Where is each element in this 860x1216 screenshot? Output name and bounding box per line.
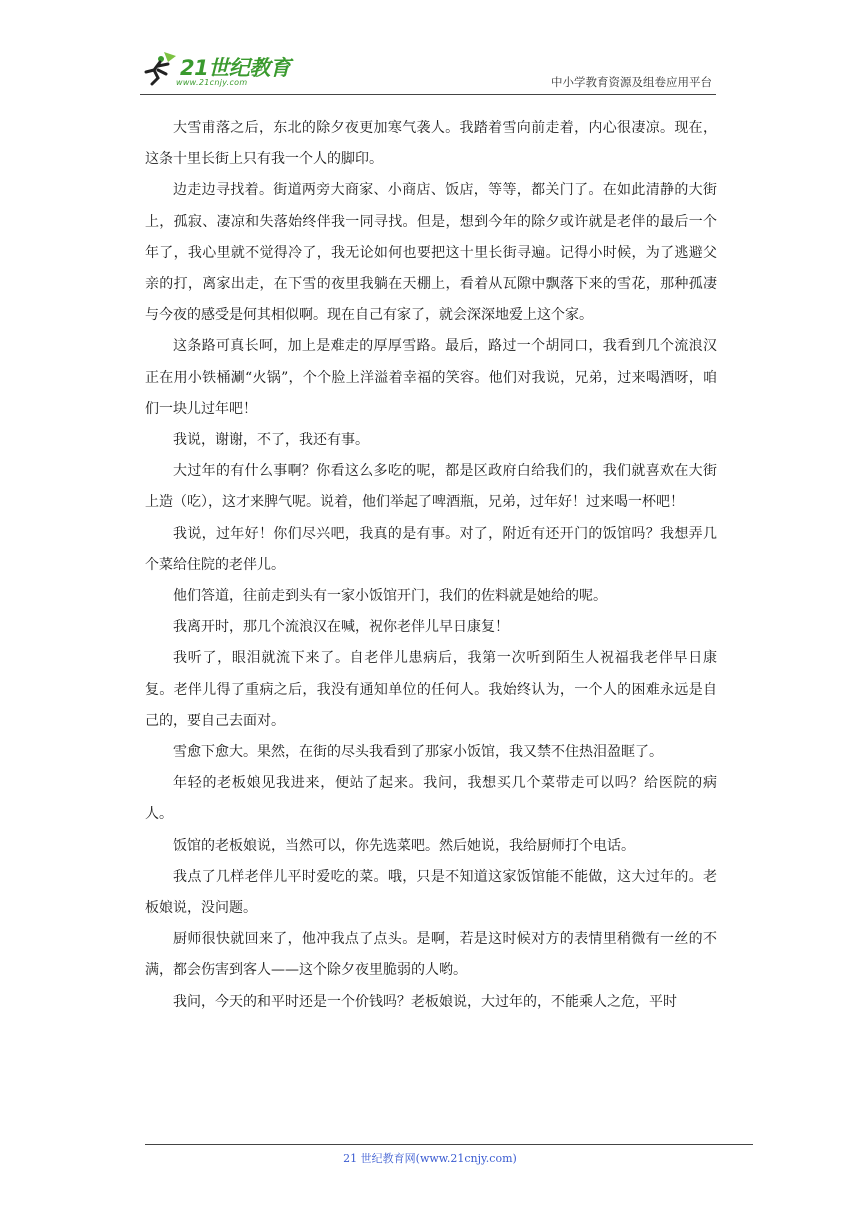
paragraph: 我说，谢谢，不了，我还有事。 <box>173 432 369 449</box>
logo-text: 21世纪教育 <box>180 56 291 80</box>
paragraph: 大雪甫落之后，东北的除夕夜更加寒气袭人。我踏着雪向前走着，内心很凄凉。现在，这条十里长街上只有我一个人的脚印。 <box>145 120 717 168</box>
paragraph: 我听了，眼泪就流下来了。自老伴儿患病后，我第一次听到陌生人祝福我老伴早日康复。老伴儿得了重病之后，我没有通知单位的任何人。我始终认为，一个人的困难永远是自己的，要自己去面对。 <box>145 650 717 729</box>
paragraph: 饭馆的老板娘说，当然可以，你先选菜吧。然后她说，我给厨师打个电话。 <box>173 837 635 854</box>
paragraph: 大过年的有什么事啊？你看这么多吃的呢，都是区政府白给我们的，我们就喜欢在大街上造（吃），这才来脾气呢。说着，他们举起了啤酒瓶，兄弟，过年好！过来喝一杯吧！ <box>145 463 717 511</box>
site-logo[interactable] <box>140 44 310 92</box>
header-divider <box>140 94 716 95</box>
runner-logo-icon <box>142 50 178 86</box>
paragraph: 年轻的老板娘见我进来，便站了起来。我问，我想买几个菜带走可以吗？给医院的病人。 <box>145 775 717 823</box>
page-header <box>140 44 716 94</box>
paragraph: 他们答道，往前走到头有一家小饭馆开门，我们的佐料就是她给的呢。 <box>173 588 607 605</box>
header-platform-name: 中小学教育资源及组卷应用平台 <box>551 75 712 89</box>
paragraph: 我离开时，那几个流浪汉在喊，祝你老伴儿早日康复！ <box>173 619 509 636</box>
footer-divider <box>145 1144 753 1145</box>
paragraph: 我说，过年好！你们尽兴吧，我真的是有事。对了，附近有还开门的饭馆吗？我想弄几个菜给住院的老伴儿。 <box>145 525 717 573</box>
article-body <box>145 113 717 1018</box>
paragraph: 我问，今天的和平时还是一个价钱吗？老板娘说，大过年的，不能乘人之危，平时 <box>173 993 677 1010</box>
paragraph: 我点了几样老伴儿平时爱吃的菜。哦，只是不知道这家饭馆能不能做，这大过年的。老板娘说，没问题。 <box>145 868 717 917</box>
paragraph: 边走边寻找着。街道两旁大商家、小商店、饭店，等等，都关门了。在如此清静的大街上，孤寂、凄凉和失落始终伴我一同寻找。但是，想到今年的除夕或许就是老伴的最后一个年了，我心里就不觉得冷了，我无论如何也要把这十里长街寻遍。记得小时候，为了逃避父亲的打，离家出走，在下雪的夜里我躺在天棚上，看着从瓦隙中飘落下来的雪花，那种孤凄与今夜的感受是何其相似啊。现在自己有家了，就会深深地爱上这个家。 <box>145 182 717 324</box>
paragraph: 雪愈下愈大。果然，在街的尽头我看到了那家小饭馆，我又禁不住热泪盈眶了。 <box>173 744 663 761</box>
page-footer[interactable]: 21 世纪教育网(www.21cnjy.com) <box>343 1152 517 1165</box>
logo-url: www.21cnjy.com <box>176 78 248 87</box>
paragraph: 厨师很快就回来了，他冲我点了点头。是啊，若是这时候对方的表情里稍微有一丝的不满，都会伤害到客人——这个除夕夜里脆弱的人哟。 <box>145 931 717 979</box>
paragraph: 这条路可真长呵，加上是难走的厚厚雪路。最后，路过一个胡同口，我看到几个流浪汉正在用小铁桶涮“火锅”，个个脸上洋溢着幸福的笑容。他们对我说，兄弟，过来喝酒呀，咱们一块儿过年吧！ <box>145 338 717 417</box>
